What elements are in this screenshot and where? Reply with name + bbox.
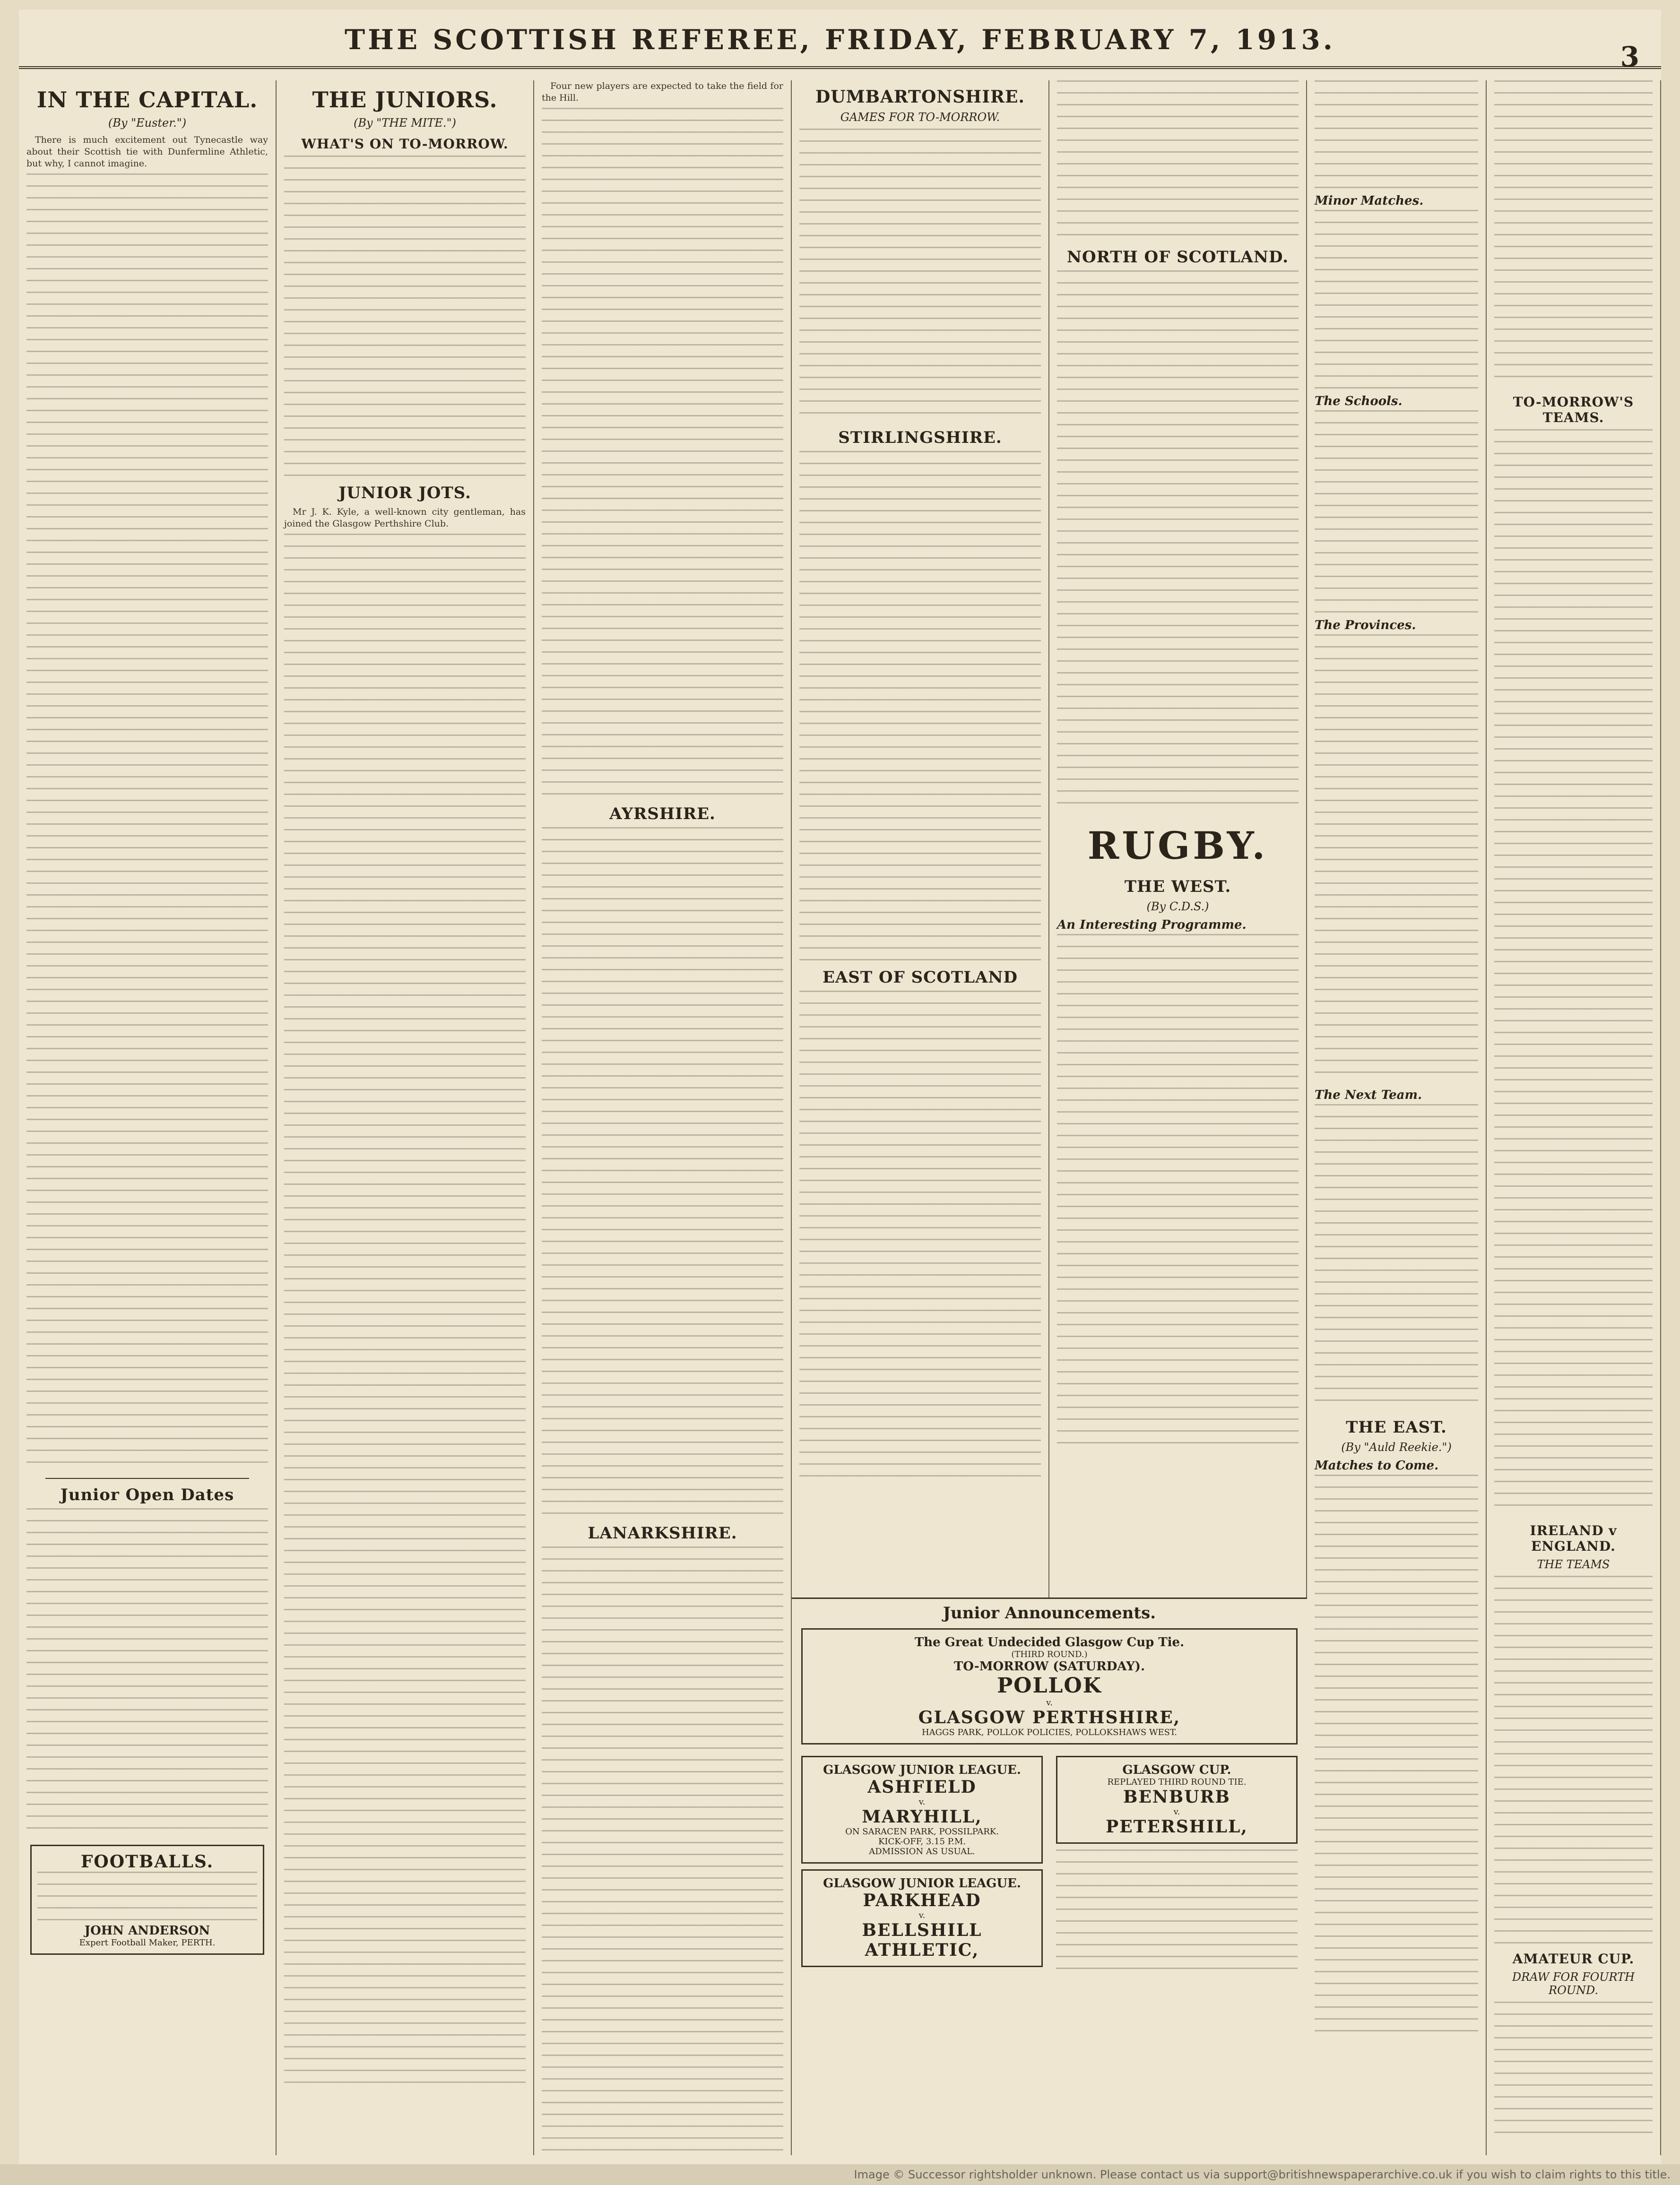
section-heading: TO-MORROW'S TEAMS. <box>1513 394 1634 425</box>
section-heading: THE WEST. <box>1124 877 1231 896</box>
advert-title: FOOTBALLS. <box>80 1852 214 1872</box>
section-heading: IRELAND v ENGLAND. <box>1530 1523 1617 1554</box>
side-heading: The Next Team. <box>1315 1088 1422 1102</box>
article-byline: (By "Euster.") <box>108 116 187 130</box>
article-body <box>1057 934 1299 1454</box>
side-heading: Minor Matches. <box>1315 194 1424 208</box>
article-body <box>1057 80 1299 241</box>
section-heading: NORTH OF SCOTLAND. <box>1066 248 1289 267</box>
article-text: Mr J. K. Kyle, a well-known city gentleman, has joined the Glasgow Perthshire Club. <box>284 507 526 529</box>
article-body <box>542 108 783 798</box>
cup-tie-advert: The Great Undecided Glasgow Cup Tie. (THIRD ROUND.) TO-MORROW (SATURDAY). POLLOK v. GLASGOW PERTHSHIRE, HAGGS PARK, POLLOK POLICIES, POLLOKSHAWS WEST. <box>801 1628 1298 1745</box>
section-heading: JUNIOR JOTS. <box>338 484 471 502</box>
rugby-heading: RUGBY. <box>1087 823 1268 868</box>
article-body <box>284 534 526 2093</box>
fixtures-list <box>284 155 526 477</box>
junior-league-advert-2: GLASGOW JUNIOR LEAGUE. PARKHEAD v. BELLSHILL ATHLETIC, <box>801 1869 1043 1967</box>
article-headline: DUMBARTONSHIRE. <box>815 87 1025 107</box>
article-body <box>799 129 1041 422</box>
article-text: Four new players are expected to take the field for the Hill. <box>542 81 783 103</box>
section-heading: LANARKSHIRE. <box>588 1524 737 1543</box>
announcements-heading: Junior Announcements. <box>943 1604 1156 1623</box>
section-heading: EAST OF SCOTLAND <box>823 968 1018 987</box>
open-dates-list <box>26 1508 268 1839</box>
article-byline: (By "Auld Reekie.") <box>1341 1441 1452 1454</box>
section-heading: WHAT'S ON TO-MORROW. <box>301 136 509 152</box>
column-2 <box>277 80 534 2155</box>
article-body <box>799 451 1041 961</box>
article-byline: (By "THE MITE.") <box>354 116 456 130</box>
section-subheading: THE TEAMS <box>1537 1558 1610 1571</box>
football-advert <box>30 1845 264 1955</box>
section-heading: Junior Open Dates <box>60 1485 234 1504</box>
columns <box>19 80 1661 2155</box>
advert-maker-sub: Expert Football Maker, PERTH. <box>79 1938 216 1948</box>
section-heading: AMATEUR CUP. <box>1512 1951 1635 1967</box>
article-body <box>26 173 268 1473</box>
junior-announcements <box>792 1598 1307 2155</box>
masthead <box>19 24 1661 73</box>
section-heading: THE EAST. <box>1346 1418 1447 1437</box>
section-subheading: GAMES FOR TO-MORROW. <box>840 111 1000 124</box>
article-headline: IN THE CAPITAL. <box>36 87 258 112</box>
section-heading: AYRSHIRE. <box>609 804 716 823</box>
column-6 <box>1307 80 1487 2155</box>
column-7 <box>1487 80 1661 2155</box>
article-body <box>542 1546 783 2155</box>
masthead-title: THE SCOTTISH REFEREE, FRIDAY, FEBRUARY 7, 1913. <box>344 24 1335 56</box>
page-number: 3 <box>1620 41 1642 73</box>
junior-league-advert: GLASGOW JUNIOR LEAGUE. ASHFIELD v. MARYHILL, ON SARACEN PARK, POSSILPARK. KICK-OFF, 3.15 P.M. ADMISSION AS USUAL. <box>801 1756 1043 1864</box>
side-heading: The Provinces. <box>1315 618 1416 632</box>
side-heading: An Interesting Programme. <box>1057 918 1247 932</box>
article-body <box>1057 270 1299 814</box>
side-heading: Matches to Come. <box>1315 1459 1439 1473</box>
column-3 <box>534 80 792 2155</box>
newspaper-page <box>19 9 1661 2165</box>
section-subheading: DRAW FOR FOURTH ROUND. <box>1512 1970 1635 1997</box>
glasgow-cup-advert: GLASGOW CUP. REPLAYED THIRD ROUND TIE. BENBURB v. PETERSHILL, <box>1056 1756 1298 1844</box>
archive-footer: Image © Successor rightsholder unknown. Please contact us via support@britishnewspaperarchive.co.uk if you wish to claim rights to this title. <box>0 2164 1680 2185</box>
article-headline: THE JUNIORS. <box>312 87 498 112</box>
article-body <box>542 827 783 1517</box>
article-byline: (By C.D.S.) <box>1146 900 1209 913</box>
column-1 <box>19 80 277 2155</box>
article-body <box>799 991 1041 1482</box>
section-heading: STIRLINGSHIRE. <box>838 428 1002 447</box>
side-heading: The Schools. <box>1315 394 1403 408</box>
article-text: There is much excitement out Tynecastle way about their Scottish tie with Dunfermline Athletic, but why, I cannot imagine. <box>26 135 268 169</box>
advert-maker: JOHN ANDERSON <box>84 1924 210 1938</box>
